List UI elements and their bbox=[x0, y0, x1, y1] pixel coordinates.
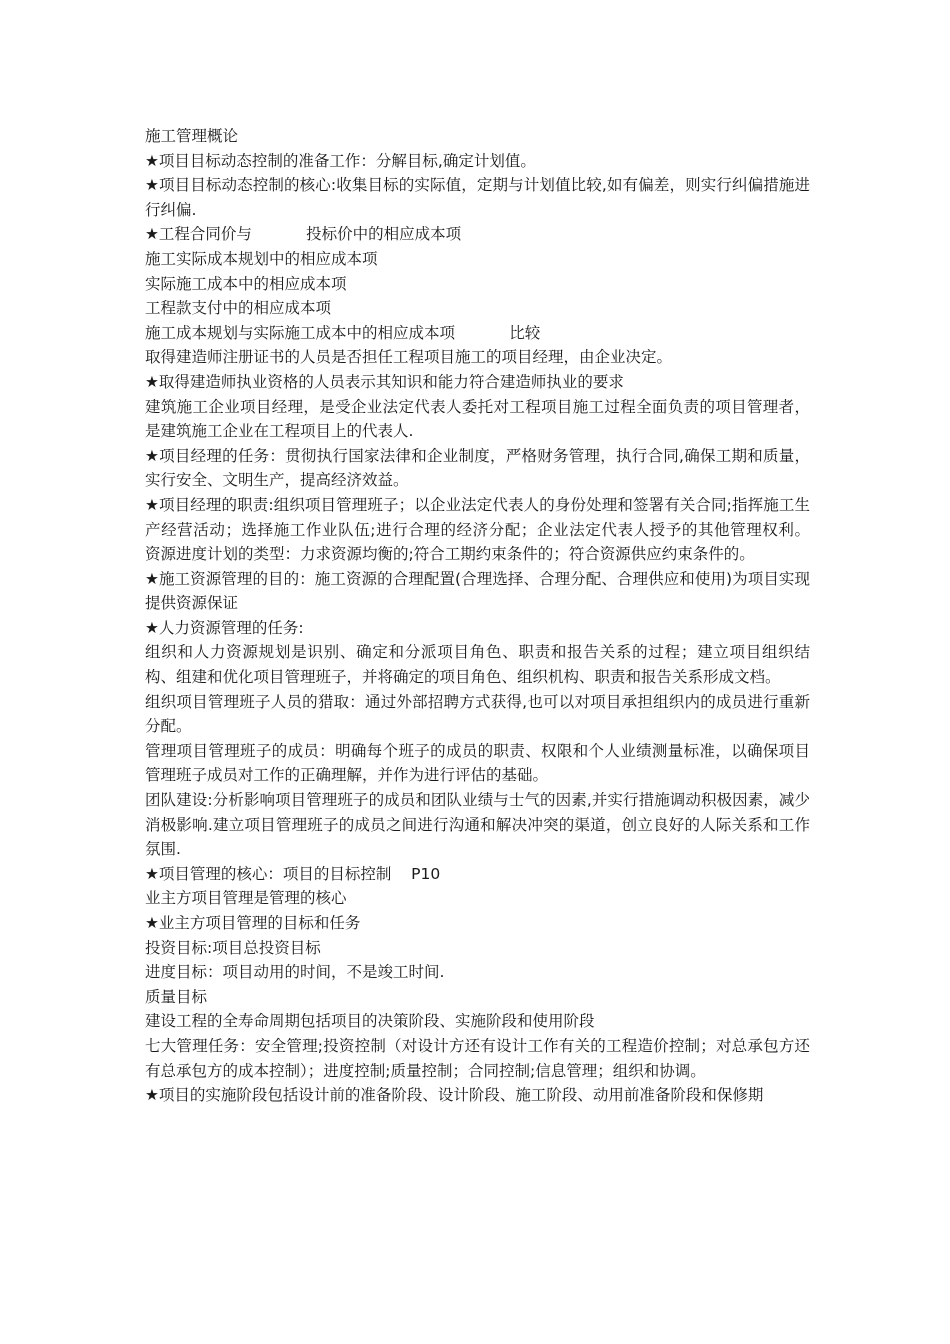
paragraph: ★项目经理的任务：贯彻执行国家法律和企业制度，严格财务管理，执行合同,确保工期和质量，实行安全、文明生产，提高经济效益。 bbox=[145, 446, 810, 490]
paragraph: ★业主方项目管理的目标和任务 bbox=[145, 914, 361, 932]
paragraph: 组织项目管理班子人员的猎取：通过外部招聘方式获得,也可以对项目承担组织内的成员进行重新分配。 bbox=[145, 692, 810, 736]
paragraph: 实际施工成本中的相应成本项 bbox=[145, 274, 347, 293]
paragraph: ★取得建造师执业资格的人员表示其知识和能力符合建造师执业的要求 bbox=[145, 372, 624, 391]
paragraph: 投资目标:项目总投资目标 bbox=[145, 938, 321, 957]
paragraph: ★工程合同价与 投标价中的相应成本项 bbox=[145, 225, 462, 244]
paragraph: 工程款支付中的相应成本项 bbox=[145, 299, 332, 318]
paragraph: 七大管理任务：安全管理;投资控制（对设计方还有设计工作有关的工程造价控制；对总承包方还有总承包方的成本控制）；进度控制;质量控制；合同控制;信息管理；组织和协调。 bbox=[145, 1036, 810, 1080]
paragraph: 业主方项目管理是管理的核心 bbox=[145, 889, 347, 908]
paragraph: 施工实际成本规划中的相应成本项 bbox=[145, 249, 378, 268]
paragraph: 进度目标：项目动用的时间，不是竣工时间. bbox=[145, 963, 445, 982]
paragraph: 团队建设:分析影响项目管理班子的成员和团队业绩与士气的因素,并实行措施调动积极因素，减少消极影响.建立项目管理班子的成员之间进行沟通和解决冲突的渠道，创立良好的人际关系和工作氛围. bbox=[145, 791, 810, 859]
paragraph: 建筑施工企业项目经理，是受企业法定代表人委托对工程项目施工过程全面负责的项目管理者，是建筑施工企业在工程项目上的代表人. bbox=[145, 397, 810, 441]
paragraph: ★项目的实施阶段包括设计前的准备阶段、设计阶段、施工阶段、动用前准备阶段和保修期 bbox=[145, 1086, 764, 1105]
paragraph: 管理项目管理班子的成员：明确每个班子的成员的职责、权限和个人业绩测量标准，以确保项目管理班子成员对工作的正确理解，并作为进行评估的基础。 bbox=[145, 741, 810, 785]
paragraph: ★项目目标动态控制的准备工作：分解目标,确定计划值。 bbox=[145, 151, 536, 170]
paragraph: ★施工资源管理的目的：施工资源的合理配置(合理选择、合理分配、合理供应和使用)为项目实现提供资源保证 bbox=[145, 569, 810, 613]
doc-title: 施工管理概论 bbox=[145, 127, 239, 145]
paragraph: ★项目目标动态控制的核心:收集目标的实际值，定期与计划值比较,如有偏差，则实行纠偏措施进行纠偏. bbox=[145, 176, 810, 219]
paragraph: 取得建造师注册证书的人员是否担任工程项目施工的项目经理，由企业决定。 bbox=[145, 348, 673, 367]
paragraph: 施工成本规划与实际施工成本中的相应成本项 比较 bbox=[145, 323, 541, 342]
paragraph: 组织和人力资源规划是识别、确定和分派项目角色、职责和报告关系的过程；建立项目组织结构、组建和优化项目管理班子，并将确定的项目角色、组织机构、职责和报告关系形成文档。 bbox=[145, 643, 810, 687]
document-body bbox=[145, 124, 820, 1108]
paragraph: ★项目管理的核心：项目的目标控制 P10 bbox=[145, 864, 441, 883]
paragraph: 质量目标 bbox=[145, 987, 208, 1006]
paragraph: ★人力资源管理的任务: bbox=[145, 618, 304, 637]
paragraph: 建设工程的全寿命周期包括项目的决策阶段、实施阶段和使用阶段 bbox=[145, 1012, 595, 1031]
paragraph: ★项目经理的职责:组织项目管理班子；以企业法定代表人的身份处理和签署有关合同;指挥施工生产经营活动；选择施工作业队伍;进行合理的经济分配；企业法定代表人授予的其他管理权利。 资源进度计划的类型：力求资源均衡的;符合工期约束条件的；符合资源供应约束条件的。 bbox=[145, 495, 820, 564]
